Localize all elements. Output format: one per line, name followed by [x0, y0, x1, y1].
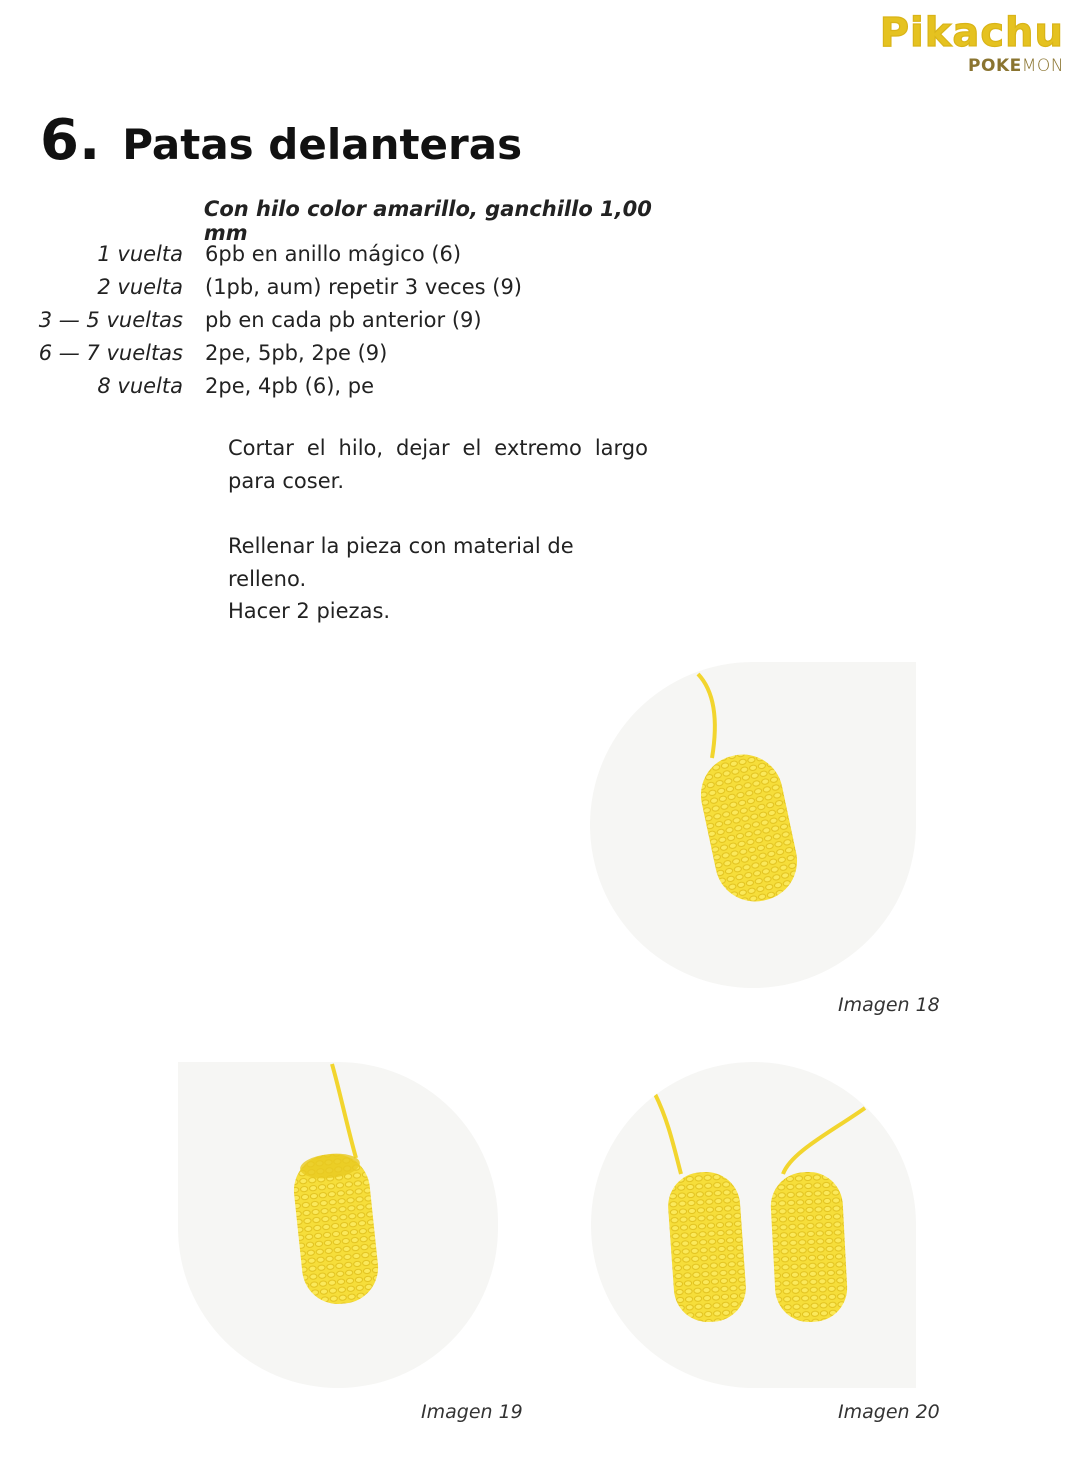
row-label: 1 vuelta: [97, 241, 183, 266]
brand-title: Pikachu: [879, 10, 1064, 56]
pattern-intro-row: [0, 196, 700, 245]
row-label: 6 — 7 vueltas: [38, 340, 183, 365]
caption-image-19: Imagen 19: [421, 1401, 523, 1423]
photo-19: [178, 1062, 498, 1388]
row-text: 6pb en anillo mágico (6): [205, 241, 462, 266]
pattern-intro: Con hilo color amarillo, ganchillo 1,00 mm: [203, 196, 652, 245]
section-heading: [40, 108, 522, 173]
photo-20: [591, 1062, 916, 1388]
row-text: 2pe, 5pb, 2pe (9): [205, 340, 388, 365]
crochet-leg-illustration: [178, 1062, 498, 1388]
row-label: 3 — 5 vueltas: [38, 307, 183, 332]
section-number: 6.: [40, 108, 101, 173]
row-text: (1pb, aum) repetir 3 veces (9): [205, 274, 522, 299]
crochet-pattern: [0, 196, 700, 402]
instruction-pieces: Hacer 2 piezas.: [228, 599, 391, 623]
instruction-stuffing: Rellenar la pieza con material de relleno.: [228, 534, 574, 591]
brand-logo: [880, 12, 1064, 76]
brand-sub-bold: POKE: [968, 56, 1022, 76]
brand-subtitle: [880, 56, 1064, 76]
pattern-row: [0, 336, 700, 369]
row-text: 2pe, 4pb (6), pe: [205, 373, 375, 398]
caption-image-18: Imagen 18: [838, 994, 940, 1016]
section-title: Patas delanteras: [122, 120, 523, 169]
crochet-legs-illustration: [591, 1062, 916, 1388]
row-label: 2 vuelta: [97, 274, 183, 299]
crochet-leg-illustration: [590, 662, 916, 988]
brand-sub-light: MON: [1021, 56, 1064, 76]
photo-18: [590, 662, 916, 988]
row-text: pb en cada pb anterior (9): [205, 307, 482, 332]
row-label: 8 vuelta: [97, 373, 183, 398]
pattern-row: [0, 270, 700, 303]
instruction-cut-yarn: Cortar el hilo, dejar el extremo largo para coser.: [228, 436, 648, 493]
pattern-row: [0, 303, 700, 336]
caption-image-20: Imagen 20: [838, 1401, 940, 1423]
pattern-row: [0, 369, 700, 402]
